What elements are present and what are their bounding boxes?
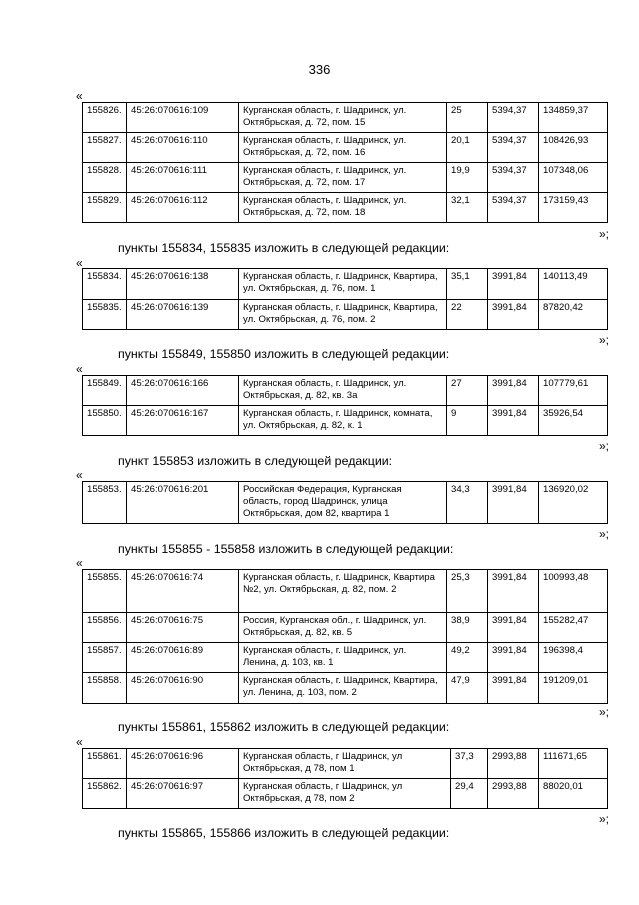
row-number: 155850. — [83, 406, 127, 436]
address: Курганская область, г. Шадринск, ул. Октябрьская, д. 72, пом. 16 — [239, 133, 447, 163]
opening-quote: « — [76, 556, 83, 570]
amendment-instruction: пункты 155861, 155862 изложить в следующей редакции: — [118, 720, 450, 734]
row-number: 155861. — [83, 749, 127, 779]
area: 25,3 — [447, 570, 488, 613]
row-number: 155835. — [83, 300, 127, 330]
cadastral-number: 45:26:070616:96 — [127, 749, 239, 779]
address: Курганская область, г. Шадринск, Квартира, ул. Ленина, д. 103, пом. 2 — [239, 673, 447, 704]
address: Курганская область, г. Шадринск, Квартира №2, ул. Октябрьская, д. 82, пом. 2 — [239, 570, 447, 613]
rate: 2993,88 — [488, 779, 539, 809]
address: Курганская область, г Шадринск, ул Октябрьская, д 78, пом 1 — [239, 749, 451, 779]
value: 108426,93 — [539, 133, 608, 163]
cadastral-number: 45:26:070616:166 — [127, 376, 239, 406]
data-table — [82, 748, 608, 809]
row-number: 155858. — [83, 673, 127, 704]
cadastral-number: 45:26:070616:139 — [127, 300, 239, 330]
value: 136920,02 — [539, 482, 608, 524]
table-row — [83, 779, 608, 809]
cadastral-number: 45:26:070616:97 — [127, 779, 239, 809]
address: Курганская область, г. Шадринск, ул. Октябрьская, д. 72, пом. 18 — [239, 193, 447, 223]
closing-quote: »; — [598, 812, 609, 826]
row-number: 155857. — [83, 643, 127, 673]
data-table — [82, 102, 608, 223]
rate: 3991,84 — [488, 406, 539, 436]
table-row — [83, 570, 608, 613]
closing-quote: »; — [598, 439, 609, 453]
area: 34,3 — [447, 482, 488, 524]
cadastral-number: 45:26:070616:75 — [127, 613, 239, 643]
rate: 5394,37 — [488, 103, 539, 133]
value: 87820,42 — [539, 300, 608, 330]
address: Курганская область, г. Шадринск, Квартира, ул. Октябрьская, д. 76, пом. 1 — [239, 269, 447, 300]
table-row — [83, 376, 608, 406]
address: Курганская область, г. Шадринск, ул. Ленина, д. 103, кв. 1 — [239, 643, 447, 673]
row-number: 155829. — [83, 193, 127, 223]
cadastral-number: 45:26:070616:89 — [127, 643, 239, 673]
data-table — [82, 375, 608, 436]
data-table — [82, 268, 608, 330]
address: Курганская область, г Шадринск, ул Октябрьская, д 78, пом 2 — [239, 779, 451, 809]
closing-quote: »; — [598, 705, 609, 719]
rate: 3991,84 — [488, 300, 539, 330]
area: 19,9 — [447, 163, 488, 193]
value: 111671,65 — [539, 749, 608, 779]
row-number: 155828. — [83, 163, 127, 193]
value: 191209,01 — [539, 673, 608, 704]
amendment-instruction: пункты 155865, 155866 изложить в следующей редакции: — [118, 826, 450, 840]
cadastral-number: 45:26:070616:201 — [127, 482, 239, 524]
amendment-instruction: пункты 155834, 155835 изложить в следующей редакции: — [118, 241, 450, 255]
area: 29,4 — [451, 779, 488, 809]
address: Российская Федерация, Курганская область, город Шадринск, улица Октябрьская, дом 82, квартира 1 — [239, 482, 447, 524]
address: Курганская область, г. Шадринск, ул. Октябрьская, д. 82, кв. 3а — [239, 376, 447, 406]
rate: 5394,37 — [488, 163, 539, 193]
rate: 3991,84 — [488, 613, 539, 643]
cadastral-number: 45:26:070616:109 — [127, 103, 239, 133]
address: Курганская область, г. Шадринск, ул. Октябрьская, д. 72, пом. 17 — [239, 163, 447, 193]
value: 134859,37 — [539, 103, 608, 133]
value: 196398,4 — [539, 643, 608, 673]
rate: 3991,84 — [488, 643, 539, 673]
cadastral-number: 45:26:070616:90 — [127, 673, 239, 704]
area: 9 — [447, 406, 488, 436]
table-row — [83, 643, 608, 673]
closing-quote: »; — [598, 227, 609, 241]
value: 173159,43 — [539, 193, 608, 223]
rate: 3991,84 — [488, 570, 539, 613]
value: 35926,54 — [539, 406, 608, 436]
amendment-instruction: пункты 155855 - 155858 изложить в следующей редакции: — [118, 542, 454, 556]
table-row — [83, 133, 608, 163]
area: 47,9 — [447, 673, 488, 704]
page-number: 336 — [308, 62, 331, 77]
area: 49,2 — [447, 643, 488, 673]
table-row — [83, 613, 608, 643]
row-number: 155856. — [83, 613, 127, 643]
opening-quote: « — [76, 468, 83, 482]
opening-quote: « — [76, 362, 83, 376]
value: 100993,48 — [539, 570, 608, 613]
value: 140113,49 — [539, 269, 608, 300]
address: Курганская область, г. Шадринск, комната, ул. Октябрьская, д. 82, к. 1 — [239, 406, 447, 436]
row-number: 155853. — [83, 482, 127, 524]
address: Курганская область, г. Шадринск, Квартира, ул. Октябрьская, д. 76, пом. 2 — [239, 300, 447, 330]
rate: 2993,88 — [488, 749, 539, 779]
amendment-instruction: пункт 155853 изложить в следующей редакции: — [118, 454, 393, 468]
rate: 3991,84 — [488, 376, 539, 406]
closing-quote: »; — [598, 527, 609, 541]
table-row — [83, 269, 608, 300]
row-number: 155855. — [83, 570, 127, 613]
rate: 3991,84 — [488, 482, 539, 524]
address: Россия, Курганская обл., г. Шадринск, ул. Октябрьская, д. 82, кв. 5 — [239, 613, 447, 643]
row-number: 155862. — [83, 779, 127, 809]
data-table — [82, 569, 608, 704]
row-number: 155827. — [83, 133, 127, 163]
address: Курганская область, г. Шадринск, ул. Октябрьская, д. 72, пом. 15 — [239, 103, 447, 133]
rate: 3991,84 — [488, 673, 539, 704]
table-row — [83, 103, 608, 133]
opening-quote: « — [76, 256, 83, 270]
row-number: 155849. — [83, 376, 127, 406]
rate: 3991,84 — [488, 269, 539, 300]
table-row — [83, 482, 608, 524]
value: 88020,01 — [539, 779, 608, 809]
value: 107779,61 — [539, 376, 608, 406]
opening-quote: « — [76, 89, 83, 103]
opening-quote: « — [76, 735, 83, 749]
cadastral-number: 45:26:070616:110 — [127, 133, 239, 163]
table-row — [83, 193, 608, 223]
rate: 5394,37 — [488, 193, 539, 223]
area: 37,3 — [451, 749, 488, 779]
cadastral-number: 45:26:070616:112 — [127, 193, 239, 223]
amendment-instruction: пункты 155849, 155850 изложить в следующей редакции: — [118, 347, 450, 361]
table-row — [83, 749, 608, 779]
closing-quote: »; — [598, 333, 609, 347]
area: 35,1 — [447, 269, 488, 300]
area: 27 — [447, 376, 488, 406]
area: 38,9 — [447, 613, 488, 643]
cadastral-number: 45:26:070616:74 — [127, 570, 239, 613]
row-number: 155834. — [83, 269, 127, 300]
value: 155282,47 — [539, 613, 608, 643]
cadastral-number: 45:26:070616:138 — [127, 269, 239, 300]
rate: 5394,37 — [488, 133, 539, 163]
area: 22 — [447, 300, 488, 330]
data-table — [82, 481, 608, 524]
table-row — [83, 406, 608, 436]
row-number: 155826. — [83, 103, 127, 133]
value: 107348,06 — [539, 163, 608, 193]
table-row — [83, 300, 608, 330]
area: 32,1 — [447, 193, 488, 223]
area: 25 — [447, 103, 488, 133]
cadastral-number: 45:26:070616:167 — [127, 406, 239, 436]
area: 20,1 — [447, 133, 488, 163]
cadastral-number: 45:26:070616:111 — [127, 163, 239, 193]
table-row — [83, 673, 608, 704]
table-row — [83, 163, 608, 193]
